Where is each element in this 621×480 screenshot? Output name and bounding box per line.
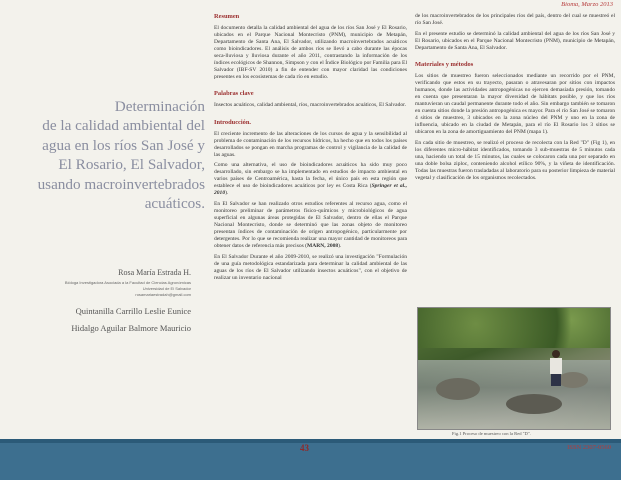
affiliation-line: Bióloga Investigadora Asociada a la Facultad de Ciencias Agronómicas	[64, 280, 191, 285]
title-line: acuáticos.	[144, 195, 205, 213]
methods-heading: Materiales y métodos	[415, 60, 474, 68]
intro-text: ).	[338, 243, 342, 250]
title-line: de la calidad ambiental del	[42, 117, 205, 135]
affiliation-line: Universidad de El Salvador	[142, 286, 191, 291]
figure-photo	[417, 307, 611, 430]
title-line: agua en los ríos San José y	[42, 136, 205, 154]
intro-text: ).	[225, 190, 229, 197]
intro-paragraph	[214, 162, 407, 197]
author-email: rosamariaestradah@gmail.com	[135, 292, 191, 297]
issn-label: ISSN 2307-0560	[567, 444, 611, 451]
author-second: Quintanilla Carrillo Leslie Eunice	[75, 306, 191, 316]
keywords-text: Insectos acuáticos, calidad ambiental, ríos, macroinvertebrados acuáticos, El Salvador.	[214, 102, 407, 109]
photo-rock	[436, 378, 480, 400]
citation: Springer et al., 2010	[214, 183, 407, 197]
citation: MARN, 2008	[307, 243, 339, 250]
intro-paragraph: En El Salvador Durante el año 2009-2010, se realizó una investigación "Formulación de una guía metodológica estandarizada para determinar la calidad ambiental de las aguas de los ríos de El Salvador utilizando insectos acuáticos", con el objetivo de realizar un inventario nacional	[214, 253, 407, 281]
text-column-middle	[214, 13, 407, 286]
title-line: usando macroinvertebrados	[37, 175, 205, 193]
author-affiliation	[1, 280, 191, 298]
page-number: 43	[300, 443, 309, 453]
keywords-heading: Palabras clave	[214, 90, 254, 98]
person-head	[552, 350, 560, 358]
title-line: Determinación	[114, 98, 205, 115]
title-line: El Rosario, El Salvador,	[58, 156, 205, 174]
photo-rock	[506, 394, 562, 414]
photo-foliage	[418, 308, 610, 348]
resumen-heading: Resumen	[214, 13, 240, 20]
body-paragraph: de los macroinvertebrados de los principales ríos del país, dentro del cual se muestreó el río San José.	[415, 13, 615, 27]
author-main: Rosa María Estrada H.	[118, 268, 191, 277]
photo-person	[548, 350, 564, 386]
resumen-text: El documento detalla la calidad ambiental del agua de los ríos San José y El Rosario, ubicados en el Parque Nacional Montecristo (PNM), municipio de Metapán, Departamento de Santa Ana, El Salvador, utilizando macroinvertebrados acuáticos como bioindicadores. El análisis de ambos ríos se llevó a cabo durante las épocas seca-lluviosa y lluviosa durante el año 2011, contrastando la información de los índices ecológicos de Shannon, Simpson y con el Índice Biológico por Familia para El Salvador (IBF-SV 2010) a fin de entender con mayor claridad las condiciones presentes en los ecosistemas de cada río en estudio.	[214, 25, 407, 81]
author-third: Hidalgo Aguilar Balmore Mauricio	[71, 323, 191, 333]
body-paragraph: Los sitios de muestreo fueron seleccionados mediante un recorrido por el PNM, verificando que estos en su trayecto, pasaran o atravesaran por sitios con impactos humanos, donde las actividades antropogénicas no ejercen demasiada presión, tomando en cuenta que presentaran la mayor diversidad de hábitats posible, y que los ríos mantuvieran un caudal permanente durante todo el año. Sin embargo también se tomaron en cuenta sitios donde la presión antropogénica es mayor. Para el río San José se tomaron 4 sitios de muestreo, 3 ubicados en la zona núcleo del PNM y uno en la zona de influencia, ubicado en la ciudad de Metapán, para el río El Rosario los 3 sitios se ubicaron en la zona de amortiguamiento del PNM (mapa 1).	[415, 72, 615, 136]
figure-caption: Fig.1 Proceso de muestreo con la Red "D".	[452, 431, 531, 436]
journal-issue-header: Bioma, Marzo 2013	[561, 1, 613, 8]
intro-text: En El Salvador se han realizado otros estudios referentes al recurso agua, como el monitoreo preliminar de parámetros físico-químicos y microbiológicos de agua superficial en algunas áreas protegidas de El Salvador, dentro de ellas el Parque Nacional Montecristo, donde se determinó que las zonas objeto de monitoreo presentan índices de contaminación de origen antropogénico, particularmente por detergentes. Por lo que se recomienda realizar una mayor cantidad de monitoreos para obtener datos de referencia más precisos (	[214, 200, 407, 250]
person-legs	[551, 374, 561, 386]
footer-stripe	[0, 439, 621, 443]
text-column-right	[415, 13, 615, 185]
person-body	[550, 358, 562, 374]
title-column	[0, 0, 205, 440]
article-title	[10, 97, 205, 213]
page-footer-band	[0, 439, 621, 480]
intro-text: Como una alternativa, el uso de bioindicadores acuáticos ha sido muy poco desarrollado, sin embargo se ha implementado en estudios de impacto ambiental en varios países de Centroamérica, hasta la fecha, el único país en esta región que establece el uso de bioindicadores acuáticos por ley es Costa Rica (	[214, 162, 407, 190]
body-paragraph: En el presente estudio se determinó la calidad ambiental del agua de los ríos San José y El Rosario, ubicados en el Parque Nacional Montecristo (PNM), municipio de Metapán, Departamento de Santa Ana, El Salvador.	[415, 30, 615, 51]
intro-paragraph	[214, 201, 407, 250]
intro-paragraph: El creciente incremento de las alteraciones de los cursos de agua y la sensibilidad al problema de contaminación de los recursos hídricos, ha hecho que en todos los países desarrollados se pongan en marcha programas de control y vigilancia de la calidad de las aguas.	[214, 130, 407, 158]
intro-heading: Introducción.	[214, 118, 251, 126]
body-paragraph: En cada sitio de muestreo, se realizó el proceso de recolecta con la Red "D" (Fig 1), en los diferentes micro-hábitat identificados, tomando 3 sub-muestras de 5 minutos cada una, haciendo un total de 15 minutos, las cuales se colocaron cada una por separado en una doble bolsa ziploc, conteniendo alcohol etílico 90%, y la viñeta de identificación. Todas las muestras fueron trasladadas al laboratorio para su posterior limpieza de material vegetal y clasificación de los organismos recolectados.	[415, 139, 615, 181]
